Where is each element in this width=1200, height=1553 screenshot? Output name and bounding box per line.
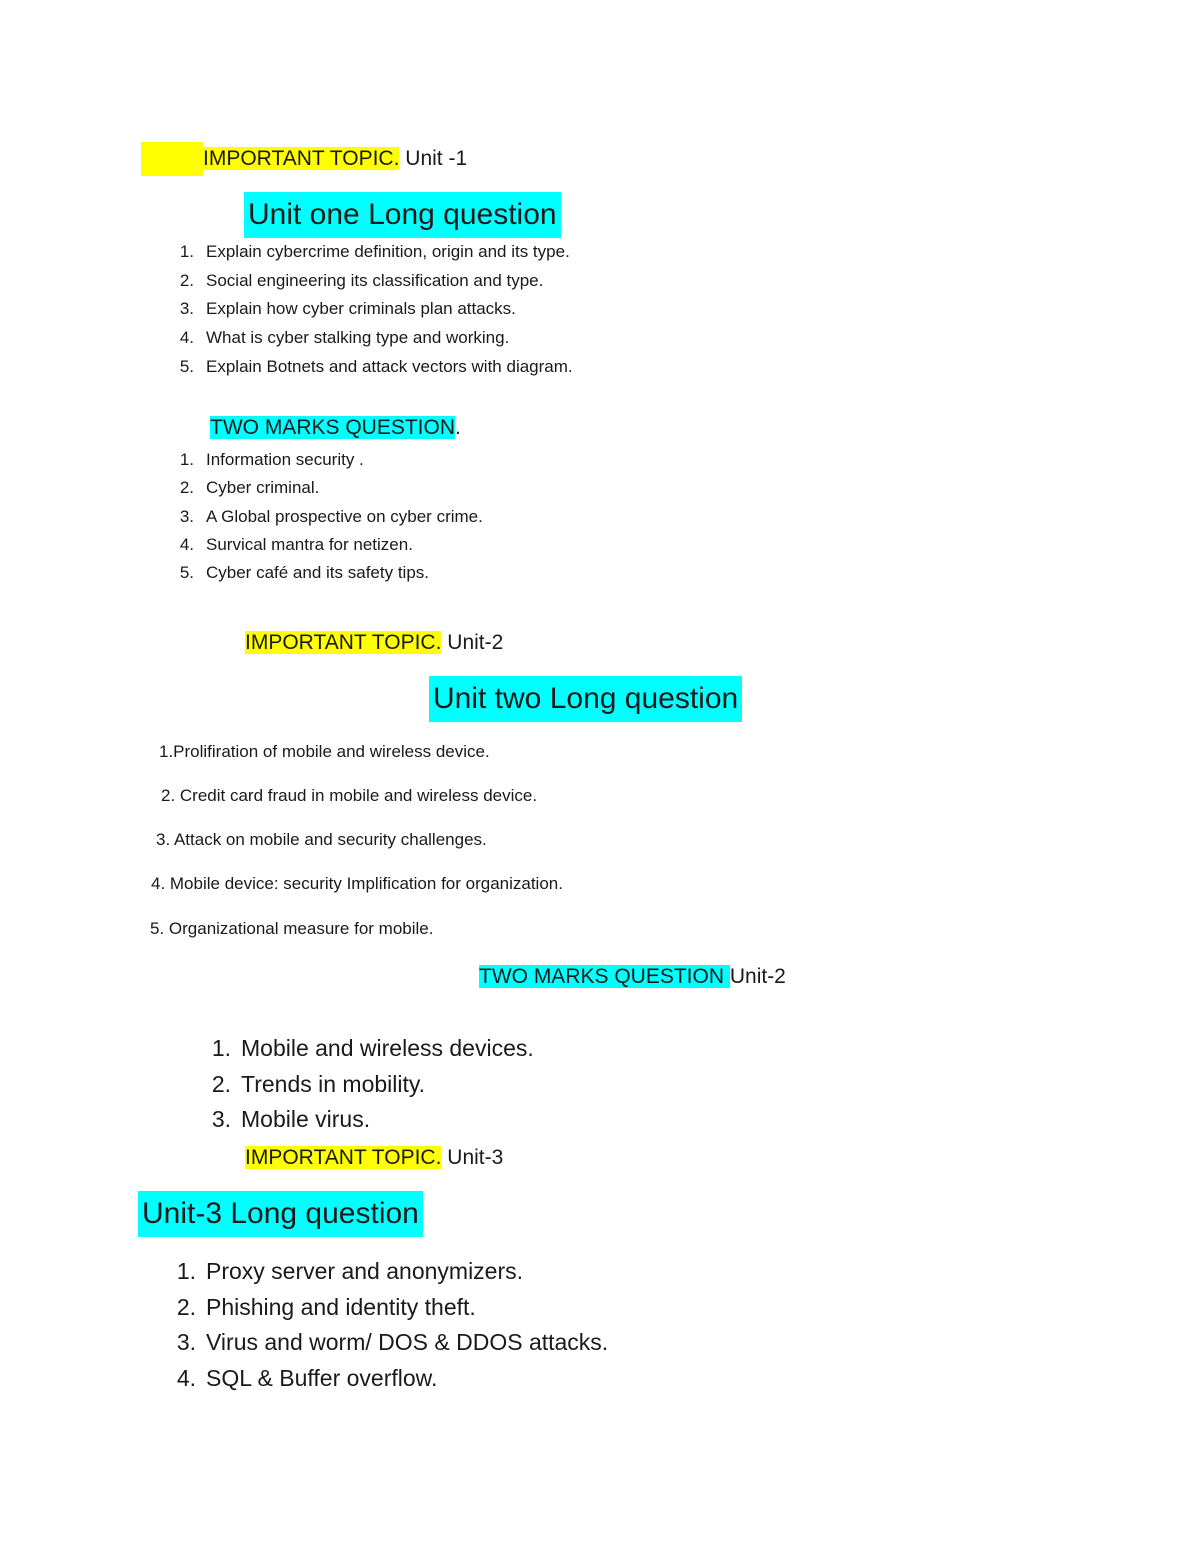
list-text: Virus and worm/ DOS & DDOS attacks. [206,1329,609,1355]
list-number: 4. [179,535,194,554]
list-text: Social engineering its classification and type. [206,271,544,290]
unit2-long-q3: 3. Attack on mobile and security challenges. [156,830,487,849]
list-number: 3. [179,299,194,318]
unit1-two-marks-suffix: . [455,416,461,439]
unit2-two-marks-unit: Unit-2 [729,965,786,988]
unit1-long-title: Unit one Long question [244,192,561,238]
unit2-long-q4: 4. Mobile device: security Implification for organization. [151,874,563,893]
list-number: 2. [176,1294,196,1320]
unit1-unit-label: Unit -1 [399,147,468,170]
unit2-long-q1: 1.Prolifiration of mobile and wireless device. [159,742,490,761]
list-text: Explain cybercrime definition, origin and its type. [206,242,570,261]
list-text: Proxy server and anonymizers. [206,1258,524,1284]
list-text: Trends in mobility. [241,1071,426,1097]
list-number: 1. [176,1258,196,1284]
list-text: Mobile and wireless devices. [241,1035,534,1061]
list-number: 2. [211,1071,231,1097]
unit3-unit-label: Unit-3 [441,1146,504,1169]
list-number: 2. [179,271,194,290]
list-text: A Global prospective on cyber crime. [206,507,483,526]
list-text: Cyber café and its safety tips. [206,563,429,582]
unit1-topic-heading [141,142,467,176]
list-text: What is cyber stalking type and working. [206,328,510,347]
unit3-topic-heading [245,1141,503,1175]
unit2-long-q5: 5. Organizational measure for mobile. [150,919,434,938]
unit2-topic-heading [245,626,503,660]
unit1-topic-label: IMPORTANT TOPIC. [203,147,400,170]
list-number: 4. [176,1365,196,1391]
list-number: 3. [211,1106,231,1132]
unit2-long-title: Unit two Long question [429,676,742,722]
unit3-topic-label: IMPORTANT TOPIC. [245,1146,442,1169]
list-text: Mobile virus. [241,1106,371,1132]
unit2-unit-label: Unit-2 [441,631,504,654]
unit2-topic-label: IMPORTANT TOPIC. [245,631,442,654]
list-text: Information security . [206,450,364,469]
unit1-two-marks-title: TWO MARKS QUESTION [210,416,456,439]
list-text: SQL & Buffer overflow. [206,1365,438,1391]
unit2-two-marks-title: TWO MARKS QUESTION [479,965,730,988]
list-text: Explain how cyber criminals plan attacks. [206,299,516,318]
list-text: Explain Botnets and attack vectors with diagram. [206,357,573,376]
list-number: 3. [179,507,194,526]
list-number: 5. [179,563,194,582]
list-number: 4. [179,328,194,347]
list-number: 1. [179,242,194,261]
list-number: 5. [179,357,194,376]
list-number: 1. [211,1035,231,1061]
unit2-long-q2: 2. Credit card fraud in mobile and wireless device. [161,786,538,805]
unit2-two-marks-heading [477,960,788,994]
unit1-highlight-pad [141,142,203,176]
list-text: Phishing and identity theft. [206,1294,476,1320]
unit3-long-title: Unit-3 Long question [138,1191,423,1237]
unit1-two-marks-heading [208,411,463,445]
list-text: Survical mantra for netizen. [206,535,413,554]
list-number: 1. [179,450,194,469]
list-number: 2. [179,478,194,497]
list-text: Cyber criminal. [206,478,320,497]
list-number: 3. [176,1329,196,1355]
